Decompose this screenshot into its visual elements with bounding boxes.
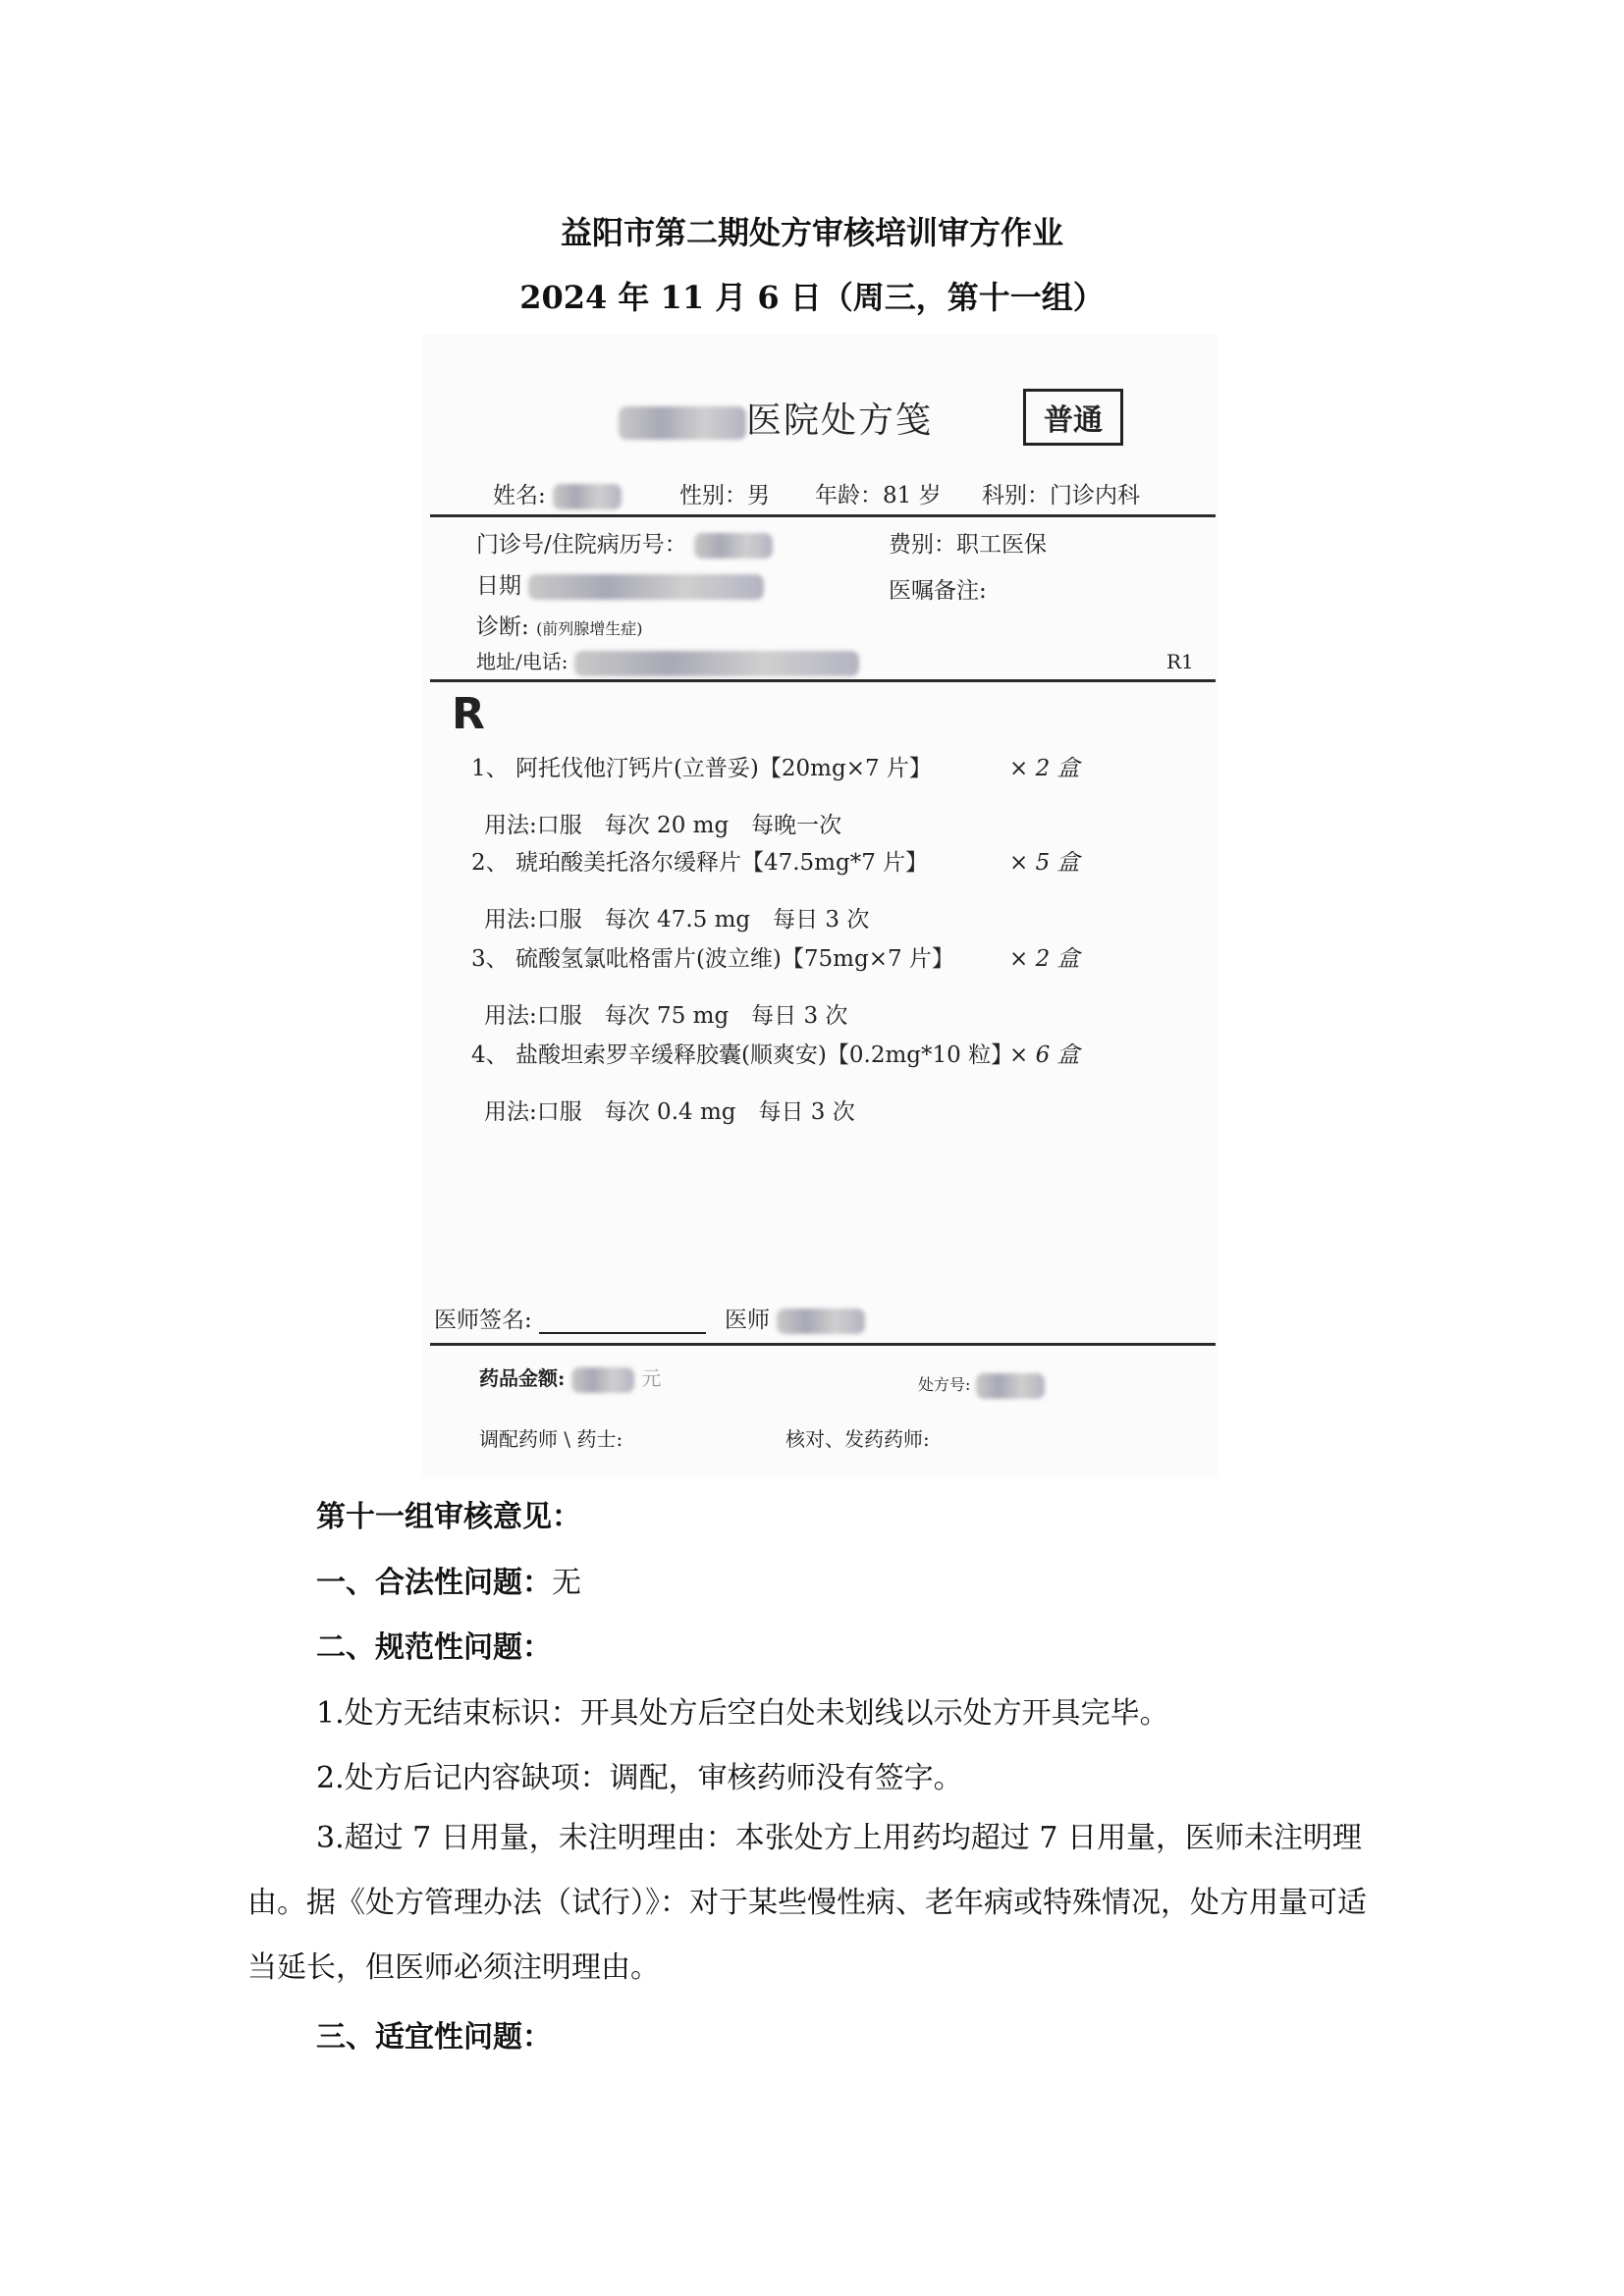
amount-field [479, 1362, 661, 1393]
patient-sex: 性别：男 [679, 483, 770, 508]
drug-name: 4、 盐酸坦索罗辛缓释胶囊(顺爽安)【0.2mg*10 粒】 [471, 1042, 1014, 1068]
amount-label: 药品金额: [479, 1366, 566, 1390]
rx-symbol: R [452, 689, 485, 739]
document-subtitle: 2024 年 11 月 6 日（周三，第十一组） [519, 279, 1105, 316]
hospital-name [619, 393, 933, 443]
patient-name-field [493, 477, 622, 509]
drug-name: 1、 阿托伐他汀钙片(立普妥)【20mg×7 片】 [471, 756, 932, 781]
issue-1: 1.处方无结束标识：开具处方后空白处未划线以示处方开具完毕。 [316, 1696, 1169, 1731]
drug-usage: 用法:口服 每次 47.5 mg 每日 3 次 [484, 907, 870, 933]
r1-mark: R1 [1166, 650, 1194, 673]
section-standardization: 二、规范性问题： [316, 1630, 552, 1665]
document-title: 益阳市第二期处方审核培训审方作业 [560, 214, 1063, 251]
section-legality-value: 无 [552, 1566, 581, 1600]
diagnosis-value: (前列腺增生症) [536, 619, 643, 638]
address-label: 地址/电话: [476, 650, 568, 673]
record-number-label: 门诊号/住院病历号： [476, 532, 687, 558]
doctor-label: 医师 [725, 1308, 770, 1333]
checking-pharmacist: 核对、发药药师: [785, 1427, 930, 1451]
fee-type: 费别：职工医保 [889, 532, 1047, 558]
rx-number-label: 处方号: [918, 1375, 971, 1394]
section-legality [316, 1558, 581, 1601]
department: 科别：门诊内科 [982, 483, 1140, 508]
redacted-address [574, 651, 859, 676]
advice-note: 医嘱备注: [889, 578, 987, 604]
redacted-rx-number [976, 1373, 1045, 1399]
divider-bottom [430, 1343, 1216, 1346]
amount-unit: 元 [641, 1366, 662, 1390]
prescription-type-badge: 普通 [1023, 389, 1123, 446]
prescription-image [422, 334, 1218, 1477]
redacted-hospital [619, 406, 746, 440]
signature-line [539, 1332, 706, 1334]
diagnosis-field [476, 609, 643, 641]
drug-name: 3、 硫酸氢氯吡格雷片(波立维)【75mg×7 片】 [471, 946, 954, 972]
section-legality-label: 一、合法性问题： [316, 1566, 552, 1600]
redacted-amount [571, 1367, 634, 1393]
redacted-record-number [694, 533, 773, 559]
drug-quantity: × 5 盒 [1009, 850, 1080, 876]
date-label: 日期 [476, 573, 521, 599]
divider-top [430, 514, 1216, 517]
redacted-doctor [777, 1308, 865, 1334]
record-number-field [476, 526, 773, 559]
drug-quantity: × 2 盒 [1009, 946, 1080, 972]
patient-name-label: 姓名: [493, 483, 546, 508]
doctor-field [725, 1302, 865, 1334]
redacted-name [553, 484, 622, 509]
date-field [476, 567, 764, 600]
hospital-name-suffix: 医院处方笺 [746, 400, 934, 441]
issue-2: 2.处方后记内容缺项：调配，审核药师没有签字。 [316, 1761, 963, 1795]
diagnosis-label: 诊断: [476, 614, 529, 640]
drug-usage: 用法:口服 每次 0.4 mg 每日 3 次 [484, 1099, 855, 1125]
drug-quantity: × 2 盒 [1009, 756, 1080, 781]
drug-name: 2、 琥珀酸美托洛尔缓释片【47.5mg*7 片】 [471, 850, 929, 876]
rx-number-field [918, 1372, 1045, 1399]
doctor-signature-field [434, 1302, 706, 1334]
drug-usage: 用法:口服 每次 20 mg 每晚一次 [484, 813, 842, 838]
dispensing-pharmacist: 调配药师 \ 药士: [479, 1427, 623, 1451]
redacted-date [528, 574, 764, 600]
patient-age: 年龄：81 岁 [815, 483, 942, 508]
issue-3: 3.超过 7 日用量，未注明理由：本张处方上用药均超过 7 日用量，医师未注明理由。据《处方管理办法（试行）》：对于某些慢性病、老年病或特殊情况，处方用量可适当延长，但医师必须注明理由。 [247, 1821, 1367, 1985]
divider-middle [430, 679, 1216, 682]
section-appropriateness: 三、适宜性问题： [316, 2020, 552, 2055]
address-field [476, 646, 859, 676]
doctor-signature-label: 医师签名: [434, 1308, 532, 1333]
drug-usage: 用法:口服 每次 75 mg 每日 3 次 [484, 1003, 848, 1029]
drug-quantity: × 6 盒 [1009, 1042, 1080, 1068]
review-heading: 第十一组审核意见： [316, 1500, 581, 1534]
